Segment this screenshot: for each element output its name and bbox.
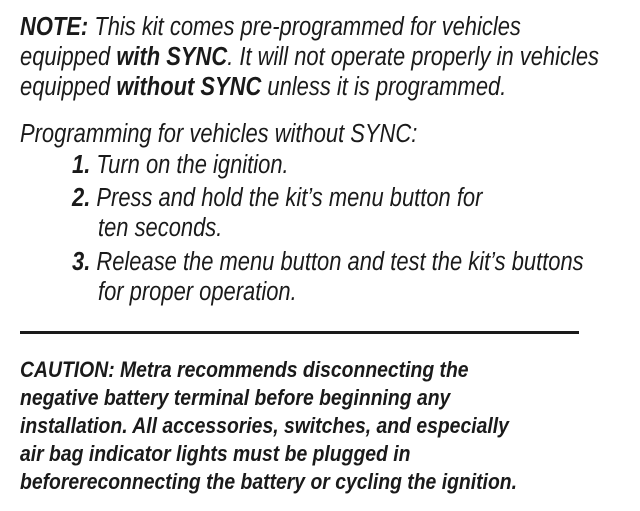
step-3-text-continued: for proper operation. (98, 278, 297, 306)
caution-line-4: air bag indicator lights must be plugged in (20, 441, 411, 466)
note-with-sync: with SYNC (116, 43, 228, 71)
note-line-1 (20, 12, 599, 42)
programming-heading (20, 119, 482, 149)
step-3-text: Release the menu button and test the kit’s buttons (90, 248, 584, 276)
caution-line-3: installation. All accessories, switches, and especially (20, 413, 509, 438)
step-1 (72, 150, 324, 180)
caution-line-2: negative battery terminal before beginning any (20, 385, 451, 410)
step-2-number: 2. (72, 184, 91, 212)
step-2 (72, 183, 549, 213)
note-line-2-rest: . It will not operate properly in vehicles (227, 43, 599, 71)
step-1-number: 1. (72, 151, 91, 179)
note-line-3 (20, 72, 599, 102)
note-line-3-rest: unless it is programmed. (261, 73, 507, 101)
caution-line-1: CAUTION: Metra recommends disconnecting the (20, 357, 469, 382)
note-line-1-text: This kit comes pre-programmed for vehicles (88, 13, 521, 41)
programming-heading-text: Programming for vehicles without SYNC: (20, 120, 418, 148)
note-without-sync: without SYNC (116, 73, 262, 101)
section-divider (20, 331, 579, 334)
caution-line-5: beforereconnecting the battery or cycling the ignition. (20, 469, 517, 494)
note-line-2-pre: equipped (20, 43, 117, 71)
caution-paragraph (20, 356, 585, 496)
step-2-text: Press and hold the kit’s menu button for (90, 184, 483, 212)
step-3 (72, 247, 640, 277)
step-2-continuation (98, 213, 243, 243)
note-paragraph (20, 12, 640, 102)
step-1-text: Turn on the ignition. (90, 151, 289, 179)
step-3-continuation (98, 277, 329, 307)
step-3-number: 3. (72, 248, 91, 276)
step-2-text-continued: ten seconds. (98, 214, 223, 242)
note-line-3-pre: equipped (20, 73, 117, 101)
note-line-2 (20, 42, 599, 72)
note-label: NOTE: (20, 13, 89, 41)
